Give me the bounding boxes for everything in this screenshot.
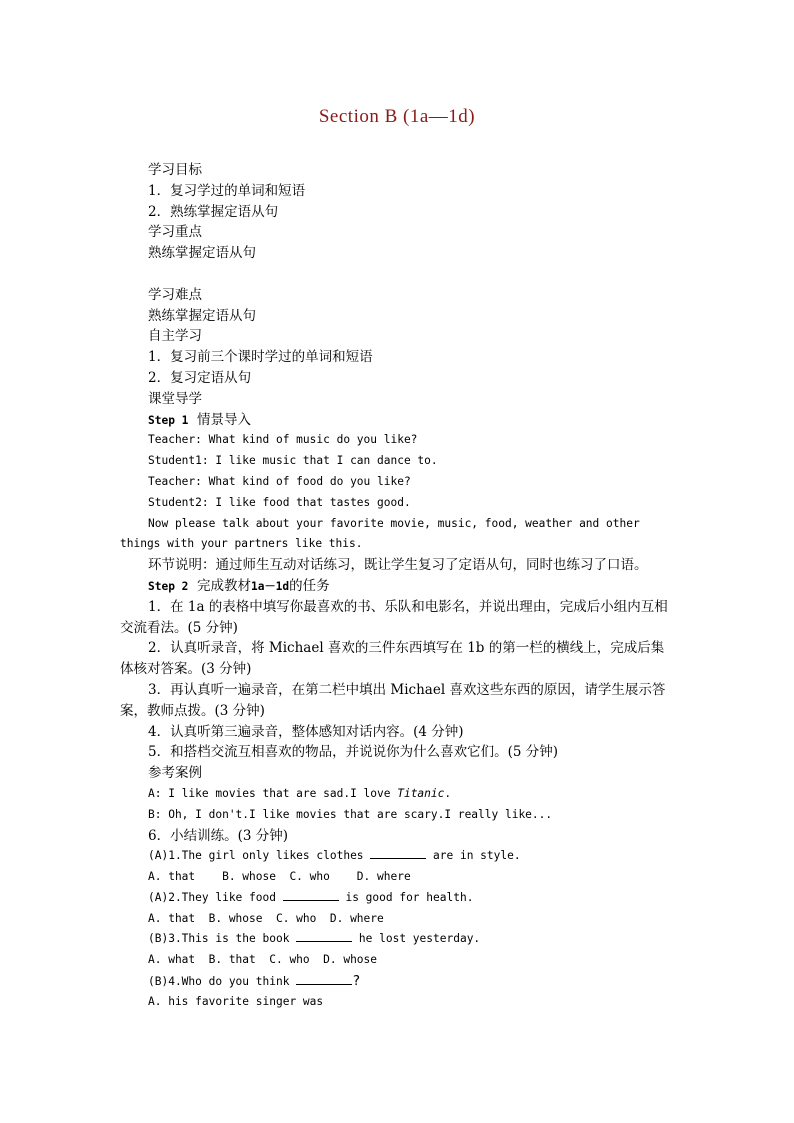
- self-study-item: 2．复习定语从句: [148, 369, 252, 386]
- difficulty-text: 熟练掌握定语从句: [148, 307, 256, 324]
- step-2-heading: [120, 576, 675, 597]
- answer-blank[interactable]: [283, 889, 339, 901]
- step-1-heading: [120, 410, 675, 431]
- heading-key-points: 学习重点: [148, 224, 202, 241]
- question-3: (B)3.This is the book he lost yesterday.: [148, 932, 481, 946]
- objective-item: 1．复习学过的单词和短语: [148, 182, 306, 199]
- dialogue-line: Teacher: What kind of food do you like?: [148, 474, 411, 488]
- question-1: (A)1.The girl only likes clothes are in style.: [148, 849, 521, 863]
- section-note: 环节说明：通过师生互动对话练习，既让学生复习了定语从句，同时也练习了口语。: [148, 557, 648, 574]
- heading-self-study: 自主学习: [148, 328, 202, 345]
- step-label: Step 2: [148, 579, 189, 593]
- question-2: (A)2.They like food is good for health.: [148, 890, 474, 904]
- instruction-paragraph: Now please talk about your favorite movie, music, food, weather and other things with your partners like this.: [120, 516, 640, 551]
- step-label: Step 1: [148, 413, 189, 427]
- task-item: 3．再认真听一遍录音，在第二栏中填出 Michael 喜欢这些东西的原因，请学生展示答案，教师点拨。(3 分钟): [120, 681, 666, 719]
- task-item: 4．认真听第三遍录音，整体感知对话内容。(4 分钟): [148, 723, 464, 740]
- self-study-item: 1．复习前三个课时学过的单词和短语: [148, 349, 373, 366]
- task-item: 2．认真听录音，将 Michael 喜欢的三件东西填写在 1b 的第一栏的横线上，完成后集体核对答案。(3 分钟): [120, 640, 665, 678]
- task-item: 1．在 1a 的表格中填写你最喜欢的书、乐队和电影名，并说出理由，完成后小组内互相交流看法。(5 分钟): [120, 598, 668, 636]
- question-options: A. that B. whose C. who D. where: [148, 870, 411, 884]
- task-item: 5．和搭档交流互相喜欢的物品，并说说你为什么喜欢它们。(5 分钟): [148, 744, 559, 761]
- step-range: 1a－1d: [251, 579, 290, 593]
- step-title: 情景导入: [197, 411, 252, 428]
- document-body: [120, 160, 675, 1013]
- page-title: Section B (1a—1d): [318, 106, 476, 127]
- question-options: A. that B. whose C. who D. where: [148, 911, 384, 925]
- objective-item: 2．熟练掌握定语从句: [148, 203, 279, 220]
- heading-difficulties: 学习难点: [148, 286, 202, 303]
- example-line: A: I like movies that are sad.I love Titanic.: [148, 786, 452, 800]
- answer-blank[interactable]: [296, 930, 352, 942]
- heading-objectives: 学习目标: [148, 162, 202, 178]
- heading-class-guide: 课堂导学: [148, 390, 202, 407]
- dialogue-line: Teacher: What kind of music do you like?: [148, 433, 418, 447]
- step-title-end: 的任务: [289, 577, 330, 594]
- step-title: 完成教材: [197, 577, 252, 594]
- dialogue-line: Student1: I like music that I can dance to.: [148, 454, 438, 468]
- key-point-text: 熟练掌握定语从句: [148, 245, 256, 262]
- movie-title: Titanic: [397, 786, 445, 800]
- heading-reference: 参考案例: [148, 765, 202, 782]
- answer-blank[interactable]: [296, 973, 352, 985]
- summary-heading: 6．小结训练。(3 分钟): [148, 827, 289, 844]
- answer-blank[interactable]: [370, 847, 426, 859]
- dialogue-line: Student2: I like food that tastes good.: [148, 495, 411, 509]
- question-options: A. what B. that C. who D. whose: [148, 953, 378, 967]
- example-line: B: Oh, I don't.I like movies that are scary.I really like...: [148, 807, 553, 821]
- question-options: A. his favorite singer was: [148, 994, 324, 1008]
- question-4: (B)4.Who do you think ?: [148, 973, 361, 990]
